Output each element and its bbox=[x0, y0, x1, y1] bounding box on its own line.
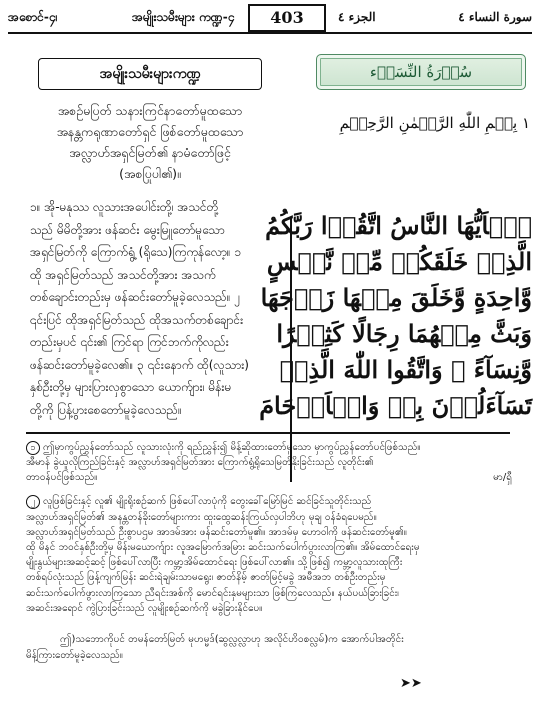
translation-line: တို့ကို ပြန့်ပွားစေတော်မူခဲ့လေသည်။ bbox=[30, 403, 182, 417]
footnote-rule bbox=[26, 432, 510, 434]
verse-line: وَّاحِدَةٍ وَّخَلَقَ مِنۡهَا زَوۡجَهَا bbox=[260, 283, 532, 312]
footnote-3-line: ဤ)သဘောကိုပင် တမန်တော်မြတ် မုဟမ္မဒ်(ဆွလ္လလ္လာဟု အလိုင်ဟိဝစလ္လမ်)က အောက်ပါအတိုင်း bbox=[60, 634, 404, 645]
intro-line-2: အနန္တကရုဏာတော်ရှင် ဖြစ်တော်မူထသော bbox=[56, 124, 244, 139]
footnote-1-marker: ၁ bbox=[26, 441, 40, 455]
translation-line: ထို အရှင်မြတ်သည် အသင်တို့အား အသက် bbox=[30, 268, 216, 282]
continue-arrows-icon: ➤➤ bbox=[400, 676, 422, 691]
verse-line: الَّذِىۡ خَلَقَكُمۡ مِّنۡ نَّفۡسٍ bbox=[266, 247, 532, 276]
header-chapter: အမျိုးသမီးများ ကဏ္ဍ-၄ bbox=[132, 10, 235, 24]
footnote-2-line: အလ္လာဟ်အရှင်မြတ်၏ အနန္တတန်ခိုးတော်များကား ထူးထွေဆန်းကြယ်လှပါဘိဟု မုချ ဝန်ခံရပေမည်။ bbox=[26, 512, 377, 523]
footnote-2-line: တစ်ရပ်လုံးသည် ဖြန့်ကျက်မြန်း ဆင်းရဲချမ်းသာမရွေး၊ ဇာတ်နိမ့် ဇာတ်မြင့်မခွဲ အမီအဘ တစ်ဦးတည်းမှ bbox=[26, 572, 386, 583]
verse-line: وَّنِسَآءً ۚ وَاتَّقُوا اللّٰهَ الَّذِىۡ bbox=[279, 355, 532, 384]
verse-line: وَبَثَّ مِنۡهُمَا رِجَالًا كَثِيۡرًا bbox=[276, 319, 532, 348]
footnote-1-line: တာဝန်ပင်ဖြစ်သည်။ bbox=[26, 472, 98, 483]
verse-line: تَسَآءَلُوۡنَ بِهٖ وَالۡاَرۡحَامَ bbox=[259, 391, 532, 420]
footnote-1-line: ၁ ဤမှာကွပ်ညွှန်တော်သည် လူသားလုံးကို ရည်ညွှန်း၍ မိန့်ဆိုထားတော်မူသော မှာကွပ်ညွှန်တော်ပင်ဖြစ်သည်။ bbox=[26, 440, 512, 455]
translation-line: တစ်ချောင်းတည်းမှ ဖန်ဆင်းတော်မူခဲ့လေသည်။ ၂ bbox=[30, 290, 241, 304]
translation-line: ၎င်းပြင် ထိုအရှင်မြတ်သည် ထိုအသက်တစ်ချောင်း bbox=[30, 313, 244, 327]
intro-line-3: အလ္လာဟ်အရှင်မြတ်၏ နာမံတော်ဖြင့် bbox=[69, 145, 231, 160]
footnote-2-line: မျိုးနွယ်များအဆင့်ဆင့် ဖြစ်ပေါ်လာပြီး ကမ္ဘာ့အိမ်ထောင်ရေး ဖြစ်ပေါ်လာ၏။ သို့ဖြစ်၍ ကမ္ဘာ့လူသားထုကြီး bbox=[26, 557, 403, 568]
header-volume: အစောင်-၄၊ bbox=[8, 10, 58, 24]
bismillah: ١ بِسۡمِ اللّٰهِ الرَّحۡمٰنِ الرَّحِيۡمِ bbox=[339, 114, 530, 132]
translation-line: သည် မိမိတို့အား ဖန်ဆင်း မွေးမြူတော်မူသော bbox=[30, 223, 225, 237]
translation-line: ၁။ အို-မနုဿ လူသားအပေါင်းတို့၊ အသင်တို့ bbox=[30, 200, 219, 214]
footnote-2-marker: ၂ bbox=[26, 495, 40, 509]
footnote-2-line: အဆင်းအရောင် ကွဲပြားခြင်းသည် လူမျိုးစဉ်ဆက်ကို မခွဲခြားနိုင်ပေ။ bbox=[26, 603, 263, 614]
footnote-2-line: ဆင်းသက်ပေါက်ဖွားလာကြသော ညီရင်းအစ်ကို မောင်ရင်းနှမများသာ ဖြစ်ကြလေသည်။ နယ်ပယ်ခြားခြင်း၊ bbox=[26, 588, 399, 599]
footnote-1-line: အီမာန် ခွဲယူလိုကြည်ခြင်းနှင့် အလ္လာဟ်အရှင်မြတ်အား ကြောက်ရွံ့ရိုသေမြတ်နိုးခြင်းသည် လူတိုင်း၏ bbox=[26, 457, 374, 468]
intro-line-4: (အစပြုပါ၏)။ bbox=[119, 166, 181, 181]
footnote-2-line: ထို မိနင် ဘဝင်နှစ်ဦးတို့မှ မိန်းမယောက်ျား လူအမြောက်အမြား ဆင်းသက်ပေါက်ပွားလာကြ၏။ အိမ်ထောင်ရေးမှ bbox=[26, 542, 420, 553]
footnote-2-line: ၂ လူဖြစ်ခြင်းနှင့် လူ၏ မျိုးရိုးစဉ်ဆက် ဖြစ်ပေါ်လာပုံကို တွေးခေါ်မြော်မြင် ဆင်ခြင်သူတိုင်းသည် bbox=[26, 494, 512, 509]
header-surah: سورة النساء ٤ bbox=[458, 10, 532, 24]
verse-line: يٰۤاَيُّهَا النَّاسُ اتَّقُوۡا رَبَّكُمُ bbox=[265, 211, 532, 240]
header-juz: الجزء ٤ bbox=[338, 10, 376, 24]
surah-title-arabic-banner bbox=[316, 54, 526, 90]
translation-line: တည်းမှပင် ၎င်း၏ ကြင်ရာ ကြင်ဘက်ကိုလည်း bbox=[30, 335, 229, 349]
page-number: 403 bbox=[248, 4, 326, 32]
footnote-2-line: အလ္လာဟ်အရှင်မြတ်သည် ဦးစွာပဌမ အာဒမ်အား ဖန်ဆင်းတော်မူ၏။ အာဒမ်မှ ဟောဝါကို ဖန်ဆင်းတော်မူ၏။ bbox=[26, 527, 407, 538]
running-header bbox=[8, 4, 532, 30]
intro-line-1: အစဉ်မပြတ် သနားကြင်နာတော်မူထသော bbox=[57, 103, 243, 118]
translation-line: နှစ်ဦးတို့မှ များပြားလှစွာသော ယောက်ျား၊ မိန်းမ bbox=[30, 380, 232, 394]
translation-line: အရှင်မြတ်ကို ကြောက်ရွံ့ (ရိုသေ)ကြကုန်လော့။ ၁ bbox=[30, 245, 242, 259]
translation-line: ဖန်ဆင်းတော်မူခဲ့လေ၏။ ၃ ၎င်းနောက် ထို(လူသား) bbox=[30, 358, 249, 372]
footnote-1-tail: မာ/ရှီ bbox=[493, 472, 512, 483]
surah-title-burmese: အမျိုးသမီးများကဏ္ဍ bbox=[38, 58, 262, 90]
surah-title-arabic: سُوۡرَةُ النِّسَاۤء bbox=[369, 63, 473, 81]
header-rule bbox=[8, 32, 532, 34]
footnote-3-line: မိန့်ကြားတော်မူခဲ့လေသည်။ bbox=[26, 650, 123, 661]
